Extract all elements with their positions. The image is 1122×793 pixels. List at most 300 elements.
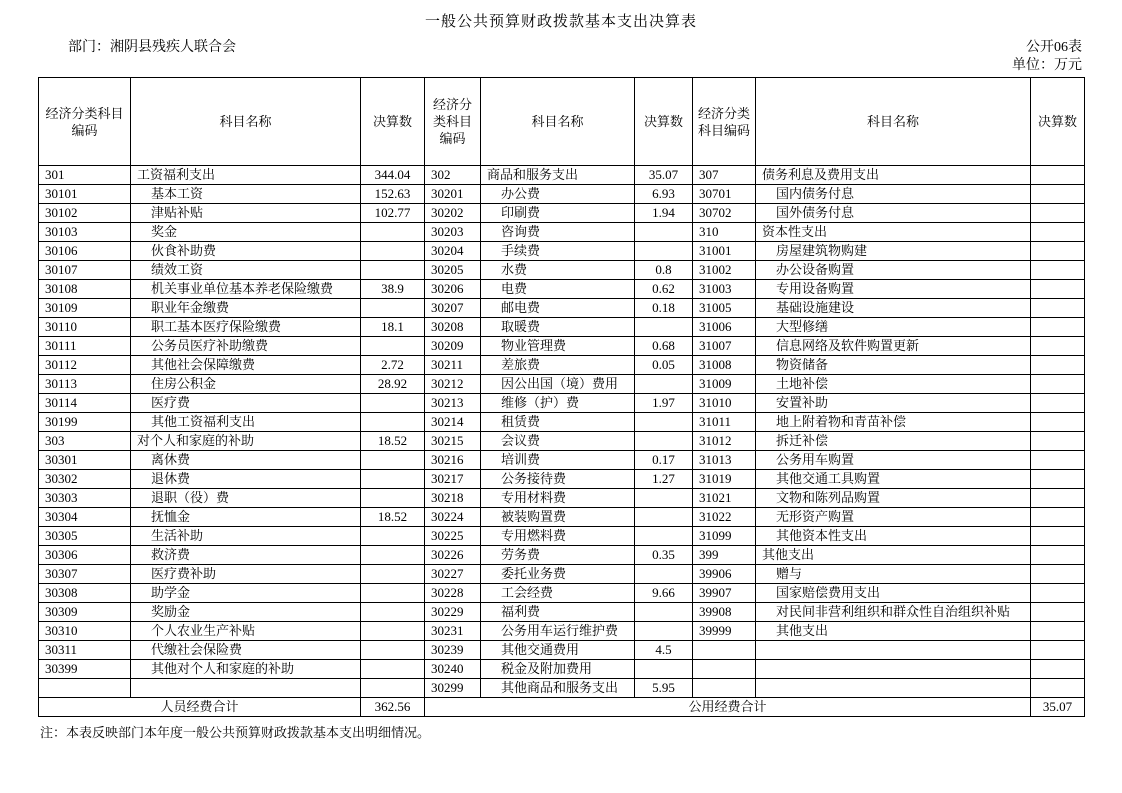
col-header-amount-group1: 决算数 (361, 78, 425, 166)
subject-code-cell: 39999 (693, 622, 756, 641)
subject-name-cell: 专用设备购置 (756, 280, 1031, 299)
amount-cell: 0.17 (635, 451, 693, 470)
amount-cell (635, 508, 693, 527)
amount-cell: 152.63 (361, 185, 425, 204)
subject-name-cell: 工会经费 (481, 584, 635, 603)
amount-cell: 344.04 (361, 166, 425, 185)
subject-name-cell: 手续费 (481, 242, 635, 261)
table-row (39, 508, 1085, 527)
subject-name-cell (756, 641, 1031, 660)
table-row (39, 375, 1085, 394)
subject-name-cell: 对民间非营利组织和群众性自治组织补贴 (756, 603, 1031, 622)
table-row (39, 565, 1085, 584)
subject-code-cell: 30212 (425, 375, 481, 394)
subject-code-cell: 30106 (39, 242, 131, 261)
subject-name-cell: 奖励金 (131, 603, 361, 622)
subject-code-cell: 30310 (39, 622, 131, 641)
subject-code-cell: 31003 (693, 280, 756, 299)
subject-code-cell: 30311 (39, 641, 131, 660)
amount-cell: 18.52 (361, 508, 425, 527)
subject-name-cell: 差旅费 (481, 356, 635, 375)
amount-cell: 5.95 (635, 679, 693, 698)
subject-name-cell: 拆迁补偿 (756, 432, 1031, 451)
subject-code-cell: 30207 (425, 299, 481, 318)
subject-name-cell: 医疗费补助 (131, 565, 361, 584)
amount-cell (635, 375, 693, 394)
amount-cell (361, 489, 425, 508)
subject-code-cell: 30217 (425, 470, 481, 489)
subject-code-cell: 30214 (425, 413, 481, 432)
amount-cell (361, 546, 425, 565)
amount-cell (1031, 527, 1085, 546)
subject-code-cell: 30103 (39, 223, 131, 242)
subject-code-cell: 30307 (39, 565, 131, 584)
subject-code-cell: 31012 (693, 432, 756, 451)
subject-name-cell: 其他对个人和家庭的补助 (131, 660, 361, 679)
amount-cell (1031, 584, 1085, 603)
subject-name-cell: 公务员医疗补助缴费 (131, 337, 361, 356)
meta-line (38, 39, 1084, 57)
amount-cell (1031, 185, 1085, 204)
amount-cell (361, 603, 425, 622)
col-header-code-group3: 经济分类科目编码 (693, 78, 756, 166)
subject-code-cell: 30228 (425, 584, 481, 603)
amount-cell: 1.27 (635, 470, 693, 489)
subject-code-cell: 30305 (39, 527, 131, 546)
table-row (39, 166, 1085, 185)
subject-name-cell: 办公设备购置 (756, 261, 1031, 280)
subject-name-cell: 咨询费 (481, 223, 635, 242)
amount-cell (635, 622, 693, 641)
subject-name-cell: 工资福利支出 (131, 166, 361, 185)
amount-cell: 0.68 (635, 337, 693, 356)
subject-name-cell: 国外债务付息 (756, 204, 1031, 223)
subject-name-cell: 职工基本医疗保险缴费 (131, 318, 361, 337)
amount-cell: 9.66 (635, 584, 693, 603)
amount-cell (1031, 204, 1085, 223)
amount-cell (361, 641, 425, 660)
subject-code-cell: 399 (693, 546, 756, 565)
subject-code-cell: 30102 (39, 204, 131, 223)
table-row (39, 679, 1085, 698)
subject-code-cell: 31021 (693, 489, 756, 508)
subject-code-cell: 30101 (39, 185, 131, 204)
subject-name-cell: 租赁费 (481, 413, 635, 432)
subject-code-cell: 31022 (693, 508, 756, 527)
footnote: 注：本表反映部门本年度一般公共预算财政拨款基本支出明细情况。 (40, 725, 431, 740)
subject-code-cell: 30302 (39, 470, 131, 489)
table-row (39, 451, 1085, 470)
amount-cell (1031, 280, 1085, 299)
amount-cell (1031, 413, 1085, 432)
amount-cell (635, 527, 693, 546)
subject-name-cell: 邮电费 (481, 299, 635, 318)
subject-name-cell: 机关事业单位基本养老保险缴费 (131, 280, 361, 299)
subject-name-cell: 文物和陈列品购置 (756, 489, 1031, 508)
amount-cell: 18.52 (361, 432, 425, 451)
subject-name-cell: 大型修缮 (756, 318, 1031, 337)
subject-code-cell: 31007 (693, 337, 756, 356)
personnel-total-label: 人员经费合计 (39, 698, 361, 717)
subject-code-cell: 30209 (425, 337, 481, 356)
subject-name-cell: 培训费 (481, 451, 635, 470)
subject-name-cell (756, 660, 1031, 679)
subject-code-cell: 30702 (693, 204, 756, 223)
amount-cell (361, 337, 425, 356)
amount-cell (361, 660, 425, 679)
col-header-name-group2: 科目名称 (481, 78, 635, 166)
table-row (39, 603, 1085, 622)
subject-name-cell: 其他支出 (756, 622, 1031, 641)
table-row (39, 489, 1085, 508)
col-header-amount-group2: 决算数 (635, 78, 693, 166)
amount-cell (361, 565, 425, 584)
subject-name-cell: 基本工资 (131, 185, 361, 204)
unit-label: 单位：万元 (1012, 58, 1082, 73)
amount-cell (1031, 679, 1085, 698)
amount-cell (1031, 299, 1085, 318)
subject-code-cell: 31013 (693, 451, 756, 470)
amount-cell (1031, 565, 1085, 584)
subject-code-cell: 30203 (425, 223, 481, 242)
amount-cell (1031, 489, 1085, 508)
amount-cell (1031, 375, 1085, 394)
table-row (39, 641, 1085, 660)
table-header-row (39, 78, 1085, 166)
subject-code-cell: 39907 (693, 584, 756, 603)
amount-cell (361, 470, 425, 489)
subject-code-cell: 30226 (425, 546, 481, 565)
subject-name-cell: 医疗费 (131, 394, 361, 413)
amount-cell: 38.9 (361, 280, 425, 299)
subject-code-cell: 30109 (39, 299, 131, 318)
subject-name-cell: 公务接待费 (481, 470, 635, 489)
amount-cell (635, 489, 693, 508)
amount-cell (1031, 318, 1085, 337)
subject-code-cell: 31002 (693, 261, 756, 280)
table-row (39, 546, 1085, 565)
subject-code-cell: 30303 (39, 489, 131, 508)
amount-cell (1031, 166, 1085, 185)
subject-name-cell: 被装购置费 (481, 508, 635, 527)
subject-name-cell: 取暖费 (481, 318, 635, 337)
amount-cell (635, 242, 693, 261)
page-title: 一般公共预算财政拨款基本支出决算表 (424, 14, 697, 30)
subject-name-cell: 其他商品和服务支出 (481, 679, 635, 698)
subject-code-cell: 303 (39, 432, 131, 451)
subject-name-cell: 地上附着物和青苗补偿 (756, 413, 1031, 432)
subject-code-cell: 30299 (425, 679, 481, 698)
subject-name-cell: 委托业务费 (481, 565, 635, 584)
subject-name-cell: 其他交通费用 (481, 641, 635, 660)
subject-name-cell: 代缴社会保险费 (131, 641, 361, 660)
subject-code-cell: 30206 (425, 280, 481, 299)
subject-code-cell: 30218 (425, 489, 481, 508)
amount-cell: 35.07 (635, 166, 693, 185)
amount-cell (361, 584, 425, 603)
col-header-name-group3: 科目名称 (756, 78, 1031, 166)
table-number-label: 公开06表 (1026, 40, 1082, 55)
amount-cell: 2.72 (361, 356, 425, 375)
subject-code-cell: 30301 (39, 451, 131, 470)
amount-cell (361, 299, 425, 318)
table-row (39, 204, 1085, 223)
amount-cell (361, 394, 425, 413)
subject-name-cell: 其他工资福利支出 (131, 413, 361, 432)
subject-code-cell: 30701 (693, 185, 756, 204)
subject-code-cell: 30204 (425, 242, 481, 261)
subject-name-cell: 会议费 (481, 432, 635, 451)
subject-code-cell: 31005 (693, 299, 756, 318)
amount-cell (1031, 508, 1085, 527)
subject-name-cell: 绩效工资 (131, 261, 361, 280)
amount-cell: 0.05 (635, 356, 693, 375)
subject-code-cell: 31010 (693, 394, 756, 413)
subject-name-cell: 无形资产购置 (756, 508, 1031, 527)
subject-name-cell: 抚恤金 (131, 508, 361, 527)
subject-code-cell: 307 (693, 166, 756, 185)
table-row (39, 185, 1085, 204)
subject-code-cell: 30205 (425, 261, 481, 280)
amount-cell (635, 603, 693, 622)
amount-cell: 0.8 (635, 261, 693, 280)
amount-cell: 0.18 (635, 299, 693, 318)
subject-name-cell: 房屋建筑物购建 (756, 242, 1031, 261)
subject-code-cell: 30202 (425, 204, 481, 223)
subject-name-cell: 奖金 (131, 223, 361, 242)
amount-cell (361, 679, 425, 698)
amount-cell (635, 565, 693, 584)
amount-cell: 28.92 (361, 375, 425, 394)
subject-name-cell: 专用材料费 (481, 489, 635, 508)
subject-name-cell: 物资储备 (756, 356, 1031, 375)
subject-code-cell: 30107 (39, 261, 131, 280)
subject-code-cell: 30110 (39, 318, 131, 337)
subject-name-cell: 水费 (481, 261, 635, 280)
table-row (39, 356, 1085, 375)
table-row (39, 527, 1085, 546)
table-row (39, 318, 1085, 337)
amount-cell (1031, 432, 1085, 451)
subject-code-cell: 30213 (425, 394, 481, 413)
subject-name-cell: 劳务费 (481, 546, 635, 565)
table-row (39, 242, 1085, 261)
subject-code-cell: 30240 (425, 660, 481, 679)
subject-name-cell: 维修（护）费 (481, 394, 635, 413)
subject-name-cell: 其他社会保障缴费 (131, 356, 361, 375)
subject-code-cell: 30199 (39, 413, 131, 432)
subject-name-cell: 伙食补助费 (131, 242, 361, 261)
public-total-value: 35.07 (1031, 698, 1085, 717)
amount-cell (361, 451, 425, 470)
amount-cell (1031, 660, 1085, 679)
subject-name-cell: 电费 (481, 280, 635, 299)
amount-cell (361, 413, 425, 432)
amount-cell: 0.35 (635, 546, 693, 565)
subject-code-cell: 30114 (39, 394, 131, 413)
subject-name-cell: 专用燃料费 (481, 527, 635, 546)
subject-name-cell: 其他交通工具购置 (756, 470, 1031, 489)
subject-name-cell (131, 679, 361, 698)
subject-code-cell: 30215 (425, 432, 481, 451)
amount-cell: 6.93 (635, 185, 693, 204)
subject-code-cell: 30308 (39, 584, 131, 603)
subject-name-cell: 住房公积金 (131, 375, 361, 394)
subject-code-cell: 30304 (39, 508, 131, 527)
subject-name-cell: 公务用车购置 (756, 451, 1031, 470)
table-row (39, 413, 1085, 432)
amount-cell (635, 660, 693, 679)
subject-code-cell: 31011 (693, 413, 756, 432)
subject-code-cell: 30229 (425, 603, 481, 622)
subject-name-cell: 福利费 (481, 603, 635, 622)
subject-code-cell: 31099 (693, 527, 756, 546)
subject-name-cell: 资本性支出 (756, 223, 1031, 242)
subject-code-cell: 30225 (425, 527, 481, 546)
subject-name-cell: 物业管理费 (481, 337, 635, 356)
amount-cell (1031, 394, 1085, 413)
table-row (39, 584, 1085, 603)
subject-name-cell: 退职（役）费 (131, 489, 361, 508)
subject-code-cell: 30399 (39, 660, 131, 679)
amount-cell (635, 413, 693, 432)
subject-name-cell: 办公费 (481, 185, 635, 204)
amount-cell: 102.77 (361, 204, 425, 223)
subject-name-cell: 印刷费 (481, 204, 635, 223)
subject-name-cell: 助学金 (131, 584, 361, 603)
amount-cell: 4.5 (635, 641, 693, 660)
subject-code-cell (693, 660, 756, 679)
amount-cell: 1.97 (635, 394, 693, 413)
amount-cell (1031, 356, 1085, 375)
amount-cell (361, 261, 425, 280)
amount-cell (1031, 337, 1085, 356)
subject-code-cell: 30112 (39, 356, 131, 375)
amount-cell (361, 223, 425, 242)
table-footer-row (39, 698, 1085, 717)
subject-code-cell: 301 (39, 166, 131, 185)
subject-name-cell: 国家赔偿费用支出 (756, 584, 1031, 603)
subject-code-cell: 31019 (693, 470, 756, 489)
table-row (39, 394, 1085, 413)
subject-name-cell: 其他支出 (756, 546, 1031, 565)
amount-cell (1031, 261, 1085, 280)
table-row (39, 470, 1085, 489)
subject-name-cell: 职业年金缴费 (131, 299, 361, 318)
subject-code-cell (39, 679, 131, 698)
unit-line (38, 57, 1084, 75)
personnel-total-value: 362.56 (361, 698, 425, 717)
subject-name-cell: 赠与 (756, 565, 1031, 584)
table-row (39, 223, 1085, 242)
subject-name-cell: 生活补助 (131, 527, 361, 546)
amount-cell: 0.62 (635, 280, 693, 299)
subject-code-cell (693, 679, 756, 698)
subject-code-cell: 31006 (693, 318, 756, 337)
expenditure-table (38, 77, 1085, 717)
subject-name-cell: 税金及附加费用 (481, 660, 635, 679)
amount-cell (1031, 622, 1085, 641)
subject-name-cell: 救济费 (131, 546, 361, 565)
amount-cell (635, 318, 693, 337)
subject-code-cell: 30201 (425, 185, 481, 204)
subject-name-cell: 津贴补贴 (131, 204, 361, 223)
subject-code-cell: 30306 (39, 546, 131, 565)
amount-cell (361, 527, 425, 546)
amount-cell (635, 432, 693, 451)
subject-code-cell: 31008 (693, 356, 756, 375)
amount-cell (1031, 242, 1085, 261)
department-label: 部门：湘阴县残疾人联合会 (68, 40, 236, 55)
table-row (39, 261, 1085, 280)
amount-cell (361, 622, 425, 641)
col-header-amount-group3: 决算数 (1031, 78, 1085, 166)
subject-code-cell: 39908 (693, 603, 756, 622)
subject-name-cell: 国内债务付息 (756, 185, 1031, 204)
table-row (39, 280, 1085, 299)
subject-code-cell: 30231 (425, 622, 481, 641)
subject-code-cell: 39906 (693, 565, 756, 584)
subject-name-cell: 其他资本性支出 (756, 527, 1031, 546)
table-row (39, 622, 1085, 641)
subject-code-cell: 30108 (39, 280, 131, 299)
table-row (39, 432, 1085, 451)
subject-name-cell: 离休费 (131, 451, 361, 470)
amount-cell (361, 242, 425, 261)
subject-name-cell: 退休费 (131, 470, 361, 489)
amount-cell (1031, 603, 1085, 622)
subject-code-cell (693, 641, 756, 660)
subject-name-cell: 债务利息及费用支出 (756, 166, 1031, 185)
amount-cell (1031, 223, 1085, 242)
subject-name-cell: 公务用车运行维护费 (481, 622, 635, 641)
amount-cell (1031, 451, 1085, 470)
table-body (39, 166, 1085, 698)
subject-code-cell: 30113 (39, 375, 131, 394)
subject-name-cell: 土地补偿 (756, 375, 1031, 394)
subject-name-cell: 因公出国（境）费用 (481, 375, 635, 394)
amount-cell (1031, 470, 1085, 489)
subject-name-cell: 个人农业生产补贴 (131, 622, 361, 641)
subject-name-cell: 商品和服务支出 (481, 166, 635, 185)
subject-name-cell: 对个人和家庭的补助 (131, 432, 361, 451)
subject-name-cell: 安置补助 (756, 394, 1031, 413)
table-row (39, 337, 1085, 356)
subject-code-cell: 30208 (425, 318, 481, 337)
amount-cell (1031, 641, 1085, 660)
subject-code-cell: 30224 (425, 508, 481, 527)
subject-code-cell: 31009 (693, 375, 756, 394)
table-row (39, 299, 1085, 318)
subject-name-cell: 基础设施建设 (756, 299, 1031, 318)
col-header-code-group1: 经济分类科目编码 (39, 78, 131, 166)
amount-cell: 18.1 (361, 318, 425, 337)
subject-code-cell: 30211 (425, 356, 481, 375)
amount-cell: 1.94 (635, 204, 693, 223)
subject-code-cell: 30111 (39, 337, 131, 356)
subject-name-cell: 信息网络及软件购置更新 (756, 337, 1031, 356)
subject-code-cell: 30309 (39, 603, 131, 622)
subject-code-cell: 31001 (693, 242, 756, 261)
subject-code-cell: 30227 (425, 565, 481, 584)
col-header-name-group1: 科目名称 (131, 78, 361, 166)
subject-code-cell: 30239 (425, 641, 481, 660)
subject-code-cell: 30216 (425, 451, 481, 470)
amount-cell (635, 223, 693, 242)
public-total-label: 公用经费合计 (425, 698, 1031, 717)
subject-code-cell: 302 (425, 166, 481, 185)
amount-cell (1031, 546, 1085, 565)
